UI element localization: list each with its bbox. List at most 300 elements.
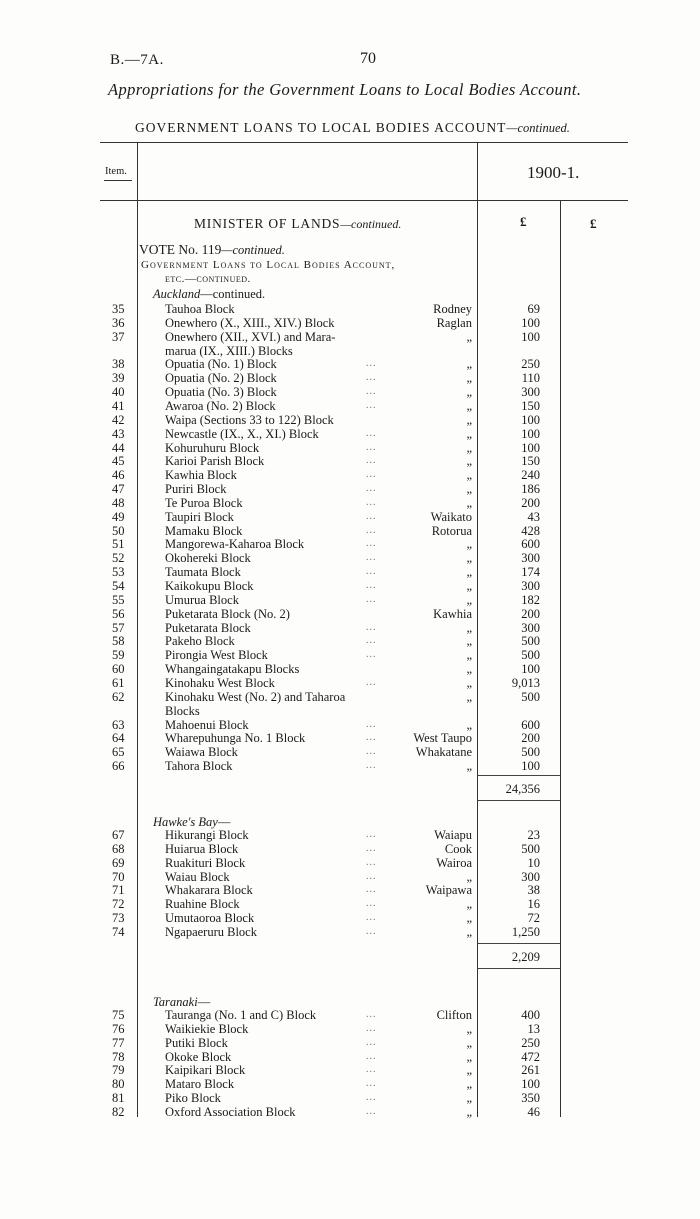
leader-dots: ... bbox=[366, 842, 377, 854]
district-name: „ bbox=[466, 385, 472, 400]
page-number: 70 bbox=[360, 50, 376, 67]
item-number: 82 bbox=[112, 1104, 125, 1119]
amount: 428 bbox=[521, 523, 540, 538]
currency-symbol-1: £ bbox=[520, 214, 527, 229]
block-name: Opuatia (No. 1) Block bbox=[165, 357, 277, 372]
amount: 600 bbox=[521, 717, 540, 732]
block-name: Wharepuhunga No. 1 Block bbox=[165, 731, 306, 746]
leader-dots: ... bbox=[366, 746, 377, 758]
amount: 182 bbox=[521, 592, 540, 607]
leader-dots: ... bbox=[366, 427, 377, 439]
district-name: Rotorua bbox=[431, 523, 472, 538]
item-number: 56 bbox=[112, 606, 125, 621]
item-number: 81 bbox=[112, 1091, 125, 1106]
subtotal-rule bbox=[478, 943, 560, 944]
item-number: 36 bbox=[112, 315, 125, 330]
district-name: „ bbox=[466, 1077, 472, 1092]
leader-dots: ... bbox=[366, 925, 377, 937]
leader-dots: ... bbox=[366, 455, 377, 467]
amount: 500 bbox=[521, 634, 540, 649]
amount: 1,250 bbox=[511, 924, 540, 939]
district-name: „ bbox=[466, 662, 472, 677]
leader-dots: ... bbox=[366, 621, 377, 633]
table-row bbox=[0, 745, 700, 759]
amount: 69 bbox=[527, 302, 540, 316]
item-number: 59 bbox=[112, 648, 125, 663]
amount: 300 bbox=[521, 385, 540, 400]
leader-dots: ... bbox=[366, 856, 377, 868]
table-row bbox=[0, 316, 700, 330]
leader-dots: ... bbox=[366, 483, 377, 495]
leader-dots: ... bbox=[366, 593, 377, 605]
district-name: „ bbox=[466, 592, 472, 607]
district-name: „ bbox=[466, 495, 472, 510]
leader-dots: ... bbox=[366, 496, 377, 508]
block-name: Oxford Association Block bbox=[165, 1104, 296, 1119]
leader-dots: ... bbox=[366, 760, 377, 772]
leader-dots: ... bbox=[366, 524, 377, 536]
item-number: 66 bbox=[112, 759, 125, 774]
minister-heading: MINISTER OF LANDS—continued. bbox=[194, 216, 402, 231]
amount: 13 bbox=[527, 1021, 540, 1036]
table-row bbox=[0, 870, 700, 884]
block-name: Tahora Block bbox=[165, 759, 233, 774]
district-heading-suffix: —continued. bbox=[200, 287, 266, 301]
district-heading: Hawke's Bay— bbox=[153, 815, 231, 829]
table-row bbox=[0, 648, 700, 662]
item-underline bbox=[104, 180, 132, 181]
leader-dots: ... bbox=[366, 829, 377, 840]
amount: 72 bbox=[527, 911, 540, 926]
leader-dots: ... bbox=[366, 1064, 377, 1076]
leader-dots: ... bbox=[366, 469, 377, 481]
table-row bbox=[0, 1022, 700, 1036]
amount: 100 bbox=[521, 662, 540, 677]
district-name: „ bbox=[466, 537, 472, 552]
table-row bbox=[0, 897, 700, 911]
district-name: „ bbox=[466, 717, 472, 732]
item-number: 76 bbox=[112, 1021, 125, 1036]
table-row bbox=[0, 718, 700, 732]
leader-dots: ... bbox=[366, 912, 377, 924]
subtotal-rule bbox=[478, 800, 560, 801]
block-name: Pakeho Block bbox=[165, 634, 235, 649]
block-name: Blocks bbox=[165, 703, 200, 718]
table-row bbox=[0, 856, 700, 870]
item-number: 69 bbox=[112, 855, 125, 870]
block-name: Onewhero (X., XIII., XIV.) Block bbox=[165, 315, 335, 330]
block-name: Huiarua Block bbox=[165, 841, 239, 856]
table-row bbox=[0, 344, 700, 358]
district-name: „ bbox=[466, 551, 472, 566]
item-number: 60 bbox=[112, 662, 125, 677]
vote-account-line-2: etc.—continued. bbox=[165, 273, 251, 285]
block-name: Kinohaku West Block bbox=[165, 675, 275, 690]
block-name: Puketarata Block bbox=[165, 620, 251, 635]
amount: 9,013 bbox=[511, 675, 540, 690]
block-name: Taupiri Block bbox=[165, 509, 234, 524]
amount: 100 bbox=[521, 759, 540, 774]
table-row bbox=[0, 441, 700, 455]
leader-dots: ... bbox=[366, 870, 377, 882]
table-row bbox=[0, 330, 700, 344]
item-number: 72 bbox=[112, 897, 125, 912]
year-column-header: 1900-1. bbox=[527, 163, 580, 182]
amount: 150 bbox=[521, 454, 540, 469]
table-row bbox=[0, 1091, 700, 1105]
district-name: „ bbox=[466, 689, 472, 704]
block-name: Newcastle (IX., X., XI.) Block bbox=[165, 426, 319, 441]
table-row bbox=[0, 704, 700, 718]
district-name: „ bbox=[466, 579, 472, 593]
item-number: 73 bbox=[112, 911, 125, 926]
table-row bbox=[0, 593, 700, 607]
amount: 150 bbox=[521, 398, 540, 413]
block-name: Ngapaeruru Block bbox=[165, 924, 257, 939]
block-name: Mangorewa-Kaharoa Block bbox=[165, 537, 305, 552]
amount: 500 bbox=[521, 648, 540, 663]
district-name: „ bbox=[466, 759, 472, 774]
item-number: 49 bbox=[112, 509, 125, 524]
leader-dots: ... bbox=[366, 732, 377, 744]
block-name: Pirongia West Block bbox=[165, 648, 268, 663]
vote-heading: VOTE No. 119—continued. bbox=[139, 242, 285, 257]
item-number: 35 bbox=[112, 302, 125, 316]
block-name: Putiki Block bbox=[165, 1035, 228, 1050]
leader-dots: ... bbox=[366, 1036, 377, 1048]
district-name: „ bbox=[466, 634, 472, 649]
block-name: Tauranga (No. 1 and C) Block bbox=[165, 1008, 317, 1022]
leader-dots: ... bbox=[366, 441, 377, 453]
leader-dots: ... bbox=[366, 1009, 377, 1020]
table-row bbox=[0, 731, 700, 745]
district-name: Clifton bbox=[436, 1008, 472, 1022]
district-name: „ bbox=[466, 924, 472, 939]
leader-dots: ... bbox=[366, 538, 377, 550]
block-name: Piko Block bbox=[165, 1091, 221, 1106]
district-name: „ bbox=[466, 357, 472, 372]
item-number: 61 bbox=[112, 675, 125, 690]
table-row bbox=[0, 911, 700, 925]
item-number: 67 bbox=[112, 828, 125, 842]
leader-dots: ... bbox=[366, 676, 377, 688]
table-row bbox=[0, 662, 700, 676]
top-rule bbox=[100, 142, 628, 143]
table-row bbox=[0, 690, 700, 704]
table-row bbox=[0, 427, 700, 441]
amount: 472 bbox=[521, 1049, 540, 1064]
leader-dots: ... bbox=[366, 358, 377, 370]
item-number: 39 bbox=[112, 371, 125, 386]
item-number: 37 bbox=[112, 329, 125, 344]
amount: 100 bbox=[521, 315, 540, 330]
block-name: Karioi Parish Block bbox=[165, 454, 265, 469]
table-row bbox=[0, 925, 700, 939]
district-name: „ bbox=[466, 648, 472, 663]
item-number: 79 bbox=[112, 1063, 125, 1078]
block-name: Taumata Block bbox=[165, 565, 241, 580]
block-name: Waiau Block bbox=[165, 869, 230, 884]
block-name: Waikiekie Block bbox=[165, 1021, 249, 1036]
block-name: marua (IX., XIII.) Blocks bbox=[165, 343, 293, 358]
block-name: Opuatia (No. 3) Block bbox=[165, 385, 277, 400]
block-name: Puriri Block bbox=[165, 482, 227, 497]
table-row bbox=[0, 634, 700, 648]
table-row bbox=[0, 537, 700, 551]
item-number: 40 bbox=[112, 385, 125, 400]
item-number: 62 bbox=[112, 689, 125, 704]
amount: 174 bbox=[521, 565, 540, 580]
header-rule bbox=[100, 200, 628, 201]
item-number: 50 bbox=[112, 523, 125, 538]
table-row bbox=[0, 468, 700, 482]
block-name: Okoke Block bbox=[165, 1049, 232, 1064]
leader-dots: ... bbox=[366, 884, 377, 896]
table-row bbox=[0, 1063, 700, 1077]
table-row bbox=[0, 1050, 700, 1064]
item-number: 65 bbox=[112, 745, 125, 760]
amount: 110 bbox=[521, 371, 540, 386]
district-name: Rodney bbox=[433, 302, 472, 316]
district-name: „ bbox=[466, 897, 472, 912]
item-number: 38 bbox=[112, 357, 125, 372]
amount: 16 bbox=[527, 897, 540, 912]
table-row bbox=[0, 454, 700, 468]
amount: 186 bbox=[521, 482, 540, 497]
amount: 43 bbox=[527, 509, 540, 524]
block-name: Kawhia Block bbox=[165, 468, 237, 483]
document-reference: B.—7A. bbox=[110, 52, 164, 68]
district-heading-suffix: — bbox=[217, 815, 231, 829]
table-row bbox=[0, 1077, 700, 1091]
block-name: Tauhoa Block bbox=[165, 302, 235, 316]
district-name: „ bbox=[466, 412, 472, 427]
district-name: Waikato bbox=[430, 509, 472, 524]
district-name: „ bbox=[466, 1035, 472, 1050]
amount: 300 bbox=[521, 551, 540, 566]
amount: 261 bbox=[521, 1063, 540, 1078]
block-name: Onewhero (XII., XVI.) and Mara- bbox=[165, 329, 336, 344]
block-name: Te Puroa Block bbox=[165, 495, 243, 510]
district-name: „ bbox=[466, 1091, 472, 1106]
table-row bbox=[0, 1036, 700, 1050]
subtotal-rule bbox=[478, 968, 560, 969]
item-number: 41 bbox=[112, 398, 125, 413]
district-heading: Auckland—continued. bbox=[153, 287, 266, 301]
section-total: 24,356 bbox=[505, 782, 540, 796]
subtotal-rule bbox=[478, 775, 560, 776]
table-row bbox=[0, 565, 700, 579]
table-row bbox=[0, 759, 700, 773]
district-heading: Taranaki— bbox=[153, 995, 211, 1009]
table-row bbox=[0, 496, 700, 510]
item-number: 46 bbox=[112, 468, 125, 483]
item-number: 55 bbox=[112, 592, 125, 607]
leader-dots: ... bbox=[366, 1105, 377, 1117]
table-row bbox=[0, 302, 700, 316]
district-name: „ bbox=[466, 565, 472, 580]
district-name: „ bbox=[466, 1021, 472, 1036]
item-number: 53 bbox=[112, 565, 125, 580]
district-name: Waipawa bbox=[425, 883, 472, 898]
item-number: 57 bbox=[112, 620, 125, 635]
item-number: 47 bbox=[112, 482, 125, 497]
amount: 100 bbox=[521, 440, 540, 455]
table-row bbox=[0, 482, 700, 496]
item-number: 52 bbox=[112, 551, 125, 566]
leader-dots: ... bbox=[366, 399, 377, 411]
item-number: 78 bbox=[112, 1049, 125, 1064]
amount: 46 bbox=[527, 1104, 540, 1119]
amount: 38 bbox=[527, 883, 540, 898]
amount: 600 bbox=[521, 537, 540, 552]
item-number: 74 bbox=[112, 924, 125, 939]
amount: 200 bbox=[521, 606, 540, 621]
block-name: Ruahine Block bbox=[165, 897, 240, 912]
block-name: Ruakituri Block bbox=[165, 855, 246, 870]
table-row bbox=[0, 676, 700, 690]
item-number: 54 bbox=[112, 579, 125, 593]
table-row bbox=[0, 551, 700, 565]
amount: 500 bbox=[521, 689, 540, 704]
block-name: Awaroa (No. 2) Block bbox=[165, 398, 276, 413]
item-number: 58 bbox=[112, 634, 125, 649]
table-row bbox=[0, 357, 700, 371]
block-name: Kaipikari Block bbox=[165, 1063, 246, 1078]
table-row bbox=[0, 883, 700, 897]
block-name: Whangaingatakapu Blocks bbox=[165, 662, 300, 677]
amount: 300 bbox=[521, 869, 540, 884]
leader-dots: ... bbox=[366, 580, 377, 591]
table-row bbox=[0, 399, 700, 413]
page-title: Appropriations for the Government Loans to Local Bodies Account. bbox=[108, 80, 582, 99]
item-number: 63 bbox=[112, 717, 125, 732]
item-number: 75 bbox=[112, 1008, 125, 1022]
item-number: 64 bbox=[112, 731, 125, 746]
block-name: Kohuruhuru Block bbox=[165, 440, 260, 455]
district-name: Kawhia bbox=[433, 606, 472, 621]
district-name: „ bbox=[466, 1104, 472, 1119]
district-name: Waiapu bbox=[434, 828, 472, 842]
block-name: Kaikokupu Block bbox=[165, 579, 254, 593]
block-name: Waiawa Block bbox=[165, 745, 238, 760]
table-row bbox=[0, 385, 700, 399]
table-row bbox=[0, 510, 700, 524]
district-heading-suffix: — bbox=[197, 995, 211, 1009]
leader-dots: ... bbox=[366, 649, 377, 661]
district-name: „ bbox=[466, 454, 472, 469]
item-number: 42 bbox=[112, 412, 125, 427]
leader-dots: ... bbox=[366, 1050, 377, 1062]
item-number: 48 bbox=[112, 495, 125, 510]
amount: 300 bbox=[521, 620, 540, 635]
account-heading: GOVERNMENT LOANS TO LOCAL BODIES ACCOUNT—continued. bbox=[135, 120, 570, 135]
leader-dots: ... bbox=[366, 552, 377, 564]
amount: 250 bbox=[521, 357, 540, 372]
district-name: „ bbox=[466, 440, 472, 455]
leader-dots: ... bbox=[366, 718, 377, 730]
leader-dots: ... bbox=[366, 1078, 377, 1090]
table-row bbox=[0, 1008, 700, 1022]
amount: 350 bbox=[521, 1091, 540, 1106]
district-name: „ bbox=[466, 398, 472, 413]
leader-dots: ... bbox=[366, 566, 377, 578]
block-name: Mamaku Block bbox=[165, 523, 243, 538]
item-number: 43 bbox=[112, 426, 125, 441]
table-row bbox=[0, 371, 700, 385]
district-name: „ bbox=[466, 911, 472, 926]
table-row bbox=[0, 524, 700, 538]
block-name: Whakarara Block bbox=[165, 883, 253, 898]
block-name: Okohereki Block bbox=[165, 551, 251, 566]
leader-dots: ... bbox=[366, 1022, 377, 1034]
amount: 500 bbox=[521, 841, 540, 856]
item-number: 77 bbox=[112, 1035, 125, 1050]
amount: 100 bbox=[521, 1077, 540, 1092]
table-row bbox=[0, 621, 700, 635]
block-name: Puketarata Block (No. 2) bbox=[165, 606, 290, 621]
currency-symbol-2: £ bbox=[590, 216, 597, 231]
amount: 400 bbox=[521, 1008, 540, 1022]
leader-dots: ... bbox=[366, 372, 377, 384]
district-name: „ bbox=[466, 869, 472, 884]
item-number: 80 bbox=[112, 1077, 125, 1092]
table-row bbox=[0, 607, 700, 621]
block-name: Waipa (Sections 33 to 122) Block bbox=[165, 412, 334, 427]
vote-account-line-1: Government Loans to Local Bodies Account, bbox=[141, 259, 396, 271]
item-number: 45 bbox=[112, 454, 125, 469]
block-name: Umutaoroa Block bbox=[165, 911, 255, 926]
item-number: 70 bbox=[112, 869, 125, 884]
district-name: „ bbox=[466, 1049, 472, 1064]
block-name: Hikurangi Block bbox=[165, 828, 249, 842]
leader-dots: ... bbox=[366, 386, 377, 398]
item-number: 51 bbox=[112, 537, 125, 552]
amount: 200 bbox=[521, 495, 540, 510]
district-name: „ bbox=[466, 675, 472, 690]
district-name: „ bbox=[466, 426, 472, 441]
leader-dots: ... bbox=[366, 1092, 377, 1104]
amount: 500 bbox=[521, 745, 540, 760]
section-total: 2,209 bbox=[511, 950, 540, 964]
district-name: „ bbox=[466, 468, 472, 483]
amount: 250 bbox=[521, 1035, 540, 1050]
district-name: „ bbox=[466, 329, 472, 344]
block-name: Mataro Block bbox=[165, 1077, 235, 1092]
district-name: „ bbox=[466, 1063, 472, 1078]
table-row bbox=[0, 828, 700, 842]
amount: 10 bbox=[527, 855, 540, 870]
item-number: 44 bbox=[112, 440, 125, 455]
amount: 200 bbox=[521, 731, 540, 746]
item-number: 68 bbox=[112, 841, 125, 856]
block-name: Opuatia (No. 2) Block bbox=[165, 371, 277, 386]
block-name: Mahoenui Block bbox=[165, 717, 249, 732]
table-row bbox=[0, 579, 700, 593]
table-row bbox=[0, 413, 700, 427]
table-row bbox=[0, 842, 700, 856]
leader-dots: ... bbox=[366, 898, 377, 910]
block-name: Kinohaku West (No. 2) and Taharoa bbox=[165, 689, 346, 704]
amount: 100 bbox=[521, 426, 540, 441]
amount: 100 bbox=[521, 329, 540, 344]
leader-dots: ... bbox=[366, 510, 377, 522]
leader-dots: ... bbox=[366, 635, 377, 647]
amount: 300 bbox=[521, 579, 540, 593]
amount: 240 bbox=[521, 468, 540, 483]
district-name: Cook bbox=[444, 841, 472, 856]
table-row bbox=[0, 1105, 700, 1119]
